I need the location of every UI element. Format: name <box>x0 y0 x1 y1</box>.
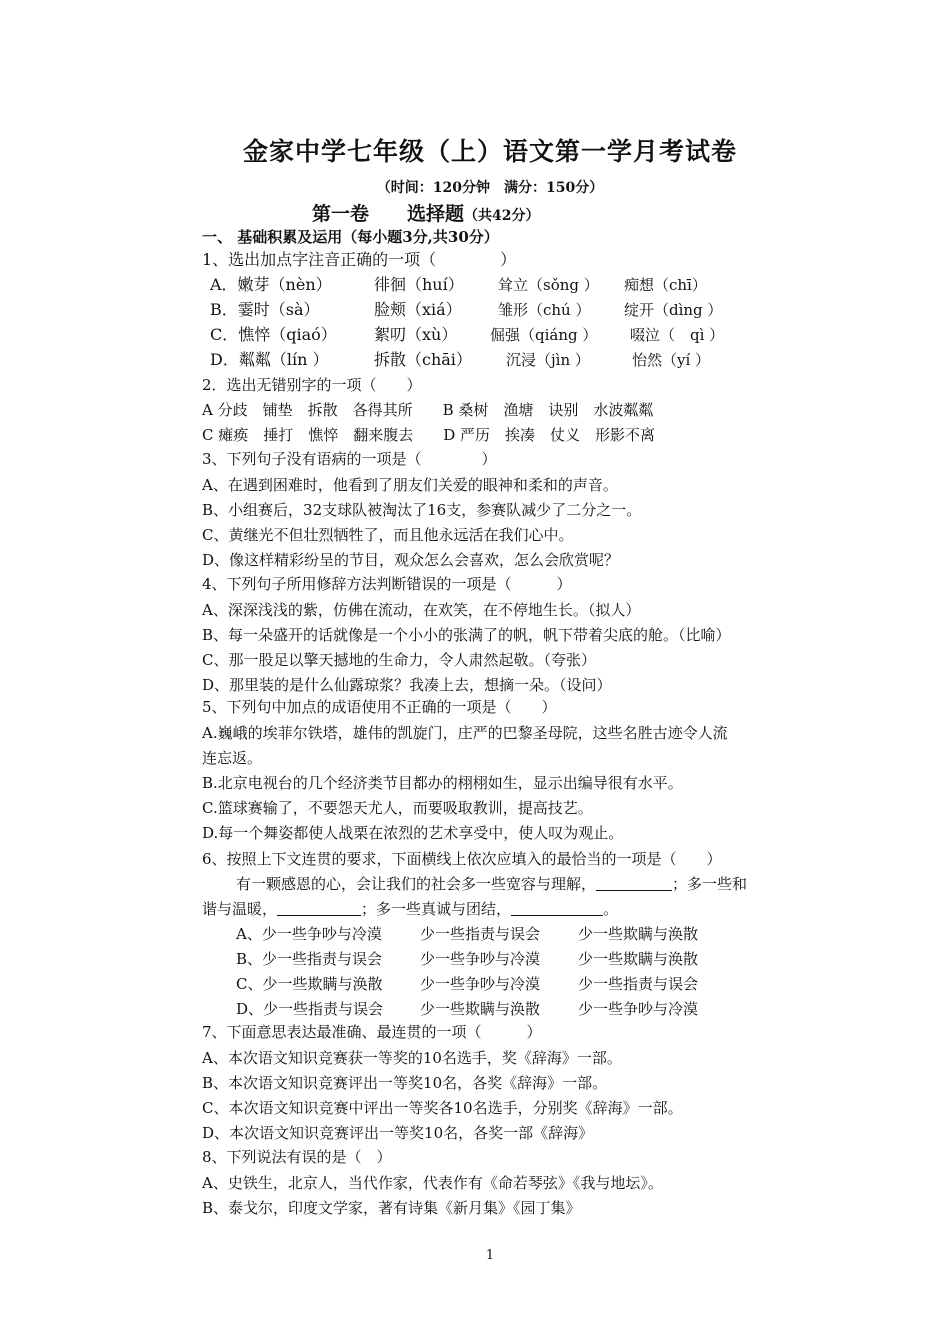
q7-option-c: C、本次语文知识竞赛中评出一等奖各10名选手，分别奖《辞海》一部。 <box>202 1099 683 1117</box>
q6-passage-line-1 <box>236 873 747 895</box>
q1-option-a1: A．嫩芽（nèn） <box>210 275 332 294</box>
q6-blank-2 <box>277 901 361 916</box>
q5-option-b: B.北京电视台的几个经济类节目都办的栩栩如生，显示出编导很有水平。 <box>202 774 683 792</box>
q4-option-d: D、那里装的是什么仙露琼浆？我凑上去，想摘一朵。（设问） <box>202 676 612 694</box>
q8-option-b: B、泰戈尔，印度文学家，著有诗集《新月集》《园丁集》 <box>202 1199 581 1217</box>
q1-option-a3: 耸立（sǒng ） <box>498 276 599 294</box>
q5-option-c: C.篮球赛输了，不要怨天尤人，而要吸取教训，提高技艺。 <box>202 799 593 817</box>
question-5-stem: 5、下列句中加点的成语使用不正确的一项是（ ） <box>202 698 557 716</box>
q6-option-d3: 少一些争吵与冷漠 <box>578 1000 699 1018</box>
q6-passage-part-2: ；多一些和 <box>672 875 748 893</box>
volume-score: （共42分） <box>464 208 540 224</box>
q1-option-a2: 徘徊（huí） <box>374 275 464 294</box>
q6-option-c2: 少一些争吵与冷漠 <box>420 975 541 993</box>
q5-option-a-cont: 连忘返。 <box>202 749 263 767</box>
q6-option-b2: 少一些争吵与冷漠 <box>420 950 541 968</box>
q7-option-b: B、本次语文知识竞赛评出一等奖10名，各奖《辞海》一部。 <box>202 1074 608 1092</box>
q1-option-c2: 絮叨（xù） <box>374 325 458 344</box>
q6-passage-part-4: ；多一些真诚与团结， <box>361 900 512 918</box>
q1-option-a4: 痴想（chī） <box>624 276 707 294</box>
q7-option-a: A、本次语文知识竞赛获一等奖的10名选手，奖《辞海》一部。 <box>202 1049 622 1067</box>
q6-option-d1: D、少一些指责与误会 <box>236 1000 384 1018</box>
page-number: 1 <box>485 1248 495 1263</box>
q6-option-c1: C、少一些欺瞒与涣散 <box>236 975 383 993</box>
question-7-stem: 7、下面意思表达最准确、最连贯的一项（ ） <box>202 1023 542 1041</box>
q4-option-a: A、深深浅浅的紫，仿佛在流动，在欢笑，在不停地生长。（拟人） <box>202 601 641 619</box>
question-4-stem: 4、下列句子所用修辞方法判断错误的一项是（ ） <box>202 575 572 593</box>
q6-option-b1: B、少一些指责与误会 <box>236 950 383 968</box>
q6-option-c3: 少一些指责与误会 <box>578 975 699 993</box>
exam-title: 金家中学七年级（上）语文第一学月考试卷 <box>242 137 737 166</box>
q1-option-b4: 绽开（dìng ） <box>624 301 723 319</box>
q6-passage-part-3: 谐与温暖， <box>202 900 278 918</box>
q1-option-b1: B．霎时（sà） <box>210 300 320 319</box>
q1-option-b3: 雏形（chú ） <box>498 301 591 319</box>
q6-passage-line-2 <box>202 898 618 920</box>
q3-option-d: D、像这样精彩纷呈的节目，观众怎么会喜欢，怎么会欣赏呢？ <box>202 551 620 569</box>
q6-blank-3 <box>511 901 603 916</box>
question-8-stem: 8、下列说法有误的是（ ） <box>202 1148 392 1166</box>
q4-option-b: B、每一朵盛开的话就像是一个小小的张满了的帆，帆下带着尖底的舱。（比喻） <box>202 626 731 644</box>
q7-option-d: D、本次语文知识竞赛评出一等奖10名，各奖一部《辞海》 <box>202 1124 594 1142</box>
volume-heading <box>312 199 540 226</box>
q6-passage-part-1: 有一颗感恩的心，会让我们的社会多一些宽容与理解， <box>236 875 597 893</box>
q1-option-c1: C．憔悴（qiaó） <box>210 325 337 344</box>
volume-name: 第一卷 选择题 <box>312 203 465 225</box>
q1-option-c4: 啜泣（ qì ） <box>630 326 725 344</box>
q2-row-1: A 分歧 铺垫 拆散 各得其所 B 桑树 渔塘 诀别 水波粼粼 <box>202 401 654 419</box>
q6-passage-part-5: 。 <box>603 900 619 918</box>
q1-option-c3: 倔强（qiáng ） <box>490 326 598 344</box>
q6-option-a1: A、少一些争吵与冷漠 <box>236 925 382 943</box>
question-2-stem: 2．选出无错别字的一项（ ） <box>202 376 422 394</box>
q6-option-a3: 少一些欺瞒与涣散 <box>578 925 699 943</box>
section-heading: 一、 基础积累及运用（每小题3分,共30分） <box>202 228 499 246</box>
q4-option-c: C、那一股足以擎天撼地的生命力，令人肃然起敬。（夸张） <box>202 651 596 669</box>
question-6-stem: 6、按照上下文连贯的要求，下面横线上依次应填入的最恰当的一项是（ ） <box>202 850 722 868</box>
q1-option-d3: 沉浸（jìn ） <box>506 351 590 369</box>
exam-subtitle: （时间：120分钟 满分：150分） <box>376 180 604 196</box>
q1-option-d1: D．粼粼（lín ） <box>210 350 329 369</box>
q1-option-d4: 怡然（yí ） <box>632 351 711 369</box>
q5-option-a: A.巍峨的埃菲尔铁塔，雄伟的凯旋门，庄严的巴黎圣母院，这些名胜古迹令人流 <box>202 724 728 742</box>
q6-option-d2: 少一些欺瞒与涣散 <box>420 1000 541 1018</box>
q3-option-a: A、在遇到困难时，他看到了朋友们关爱的眼神和柔和的声音。 <box>202 476 618 494</box>
q5-option-d: D.每一个舞姿都使人战栗在浓烈的艺术享受中，使人叹为观止。 <box>202 824 624 842</box>
q1-option-d2: 拆散（chāi） <box>374 350 472 369</box>
q6-option-b3: 少一些欺瞒与涣散 <box>578 950 699 968</box>
q3-option-c: C、黄继光不但壮烈牺牲了，而且他永远活在我们心中。 <box>202 526 574 544</box>
q3-option-b: B、小组赛后，32支球队被淘汰了16支，参赛队减少了二分之一。 <box>202 501 642 519</box>
q2-row-2: C 瘫痪 捶打 憔悴 翻来腹去 D 严历 挨凑 仗义 形影不离 <box>202 426 656 444</box>
q8-option-a: A、史铁生，北京人，当代作家，代表作有《命若琴弦》《我与地坛》。 <box>202 1174 663 1192</box>
q1-option-b2: 脸颊（xiá） <box>374 300 462 319</box>
question-1-stem: 1、选出加点字注音正确的一项（ ） <box>202 250 517 269</box>
q6-blank-1 <box>596 876 672 891</box>
question-3-stem: 3、下列句子没有语病的一项是（ ） <box>202 450 497 468</box>
q6-option-a2: 少一些指责与误会 <box>420 925 541 943</box>
